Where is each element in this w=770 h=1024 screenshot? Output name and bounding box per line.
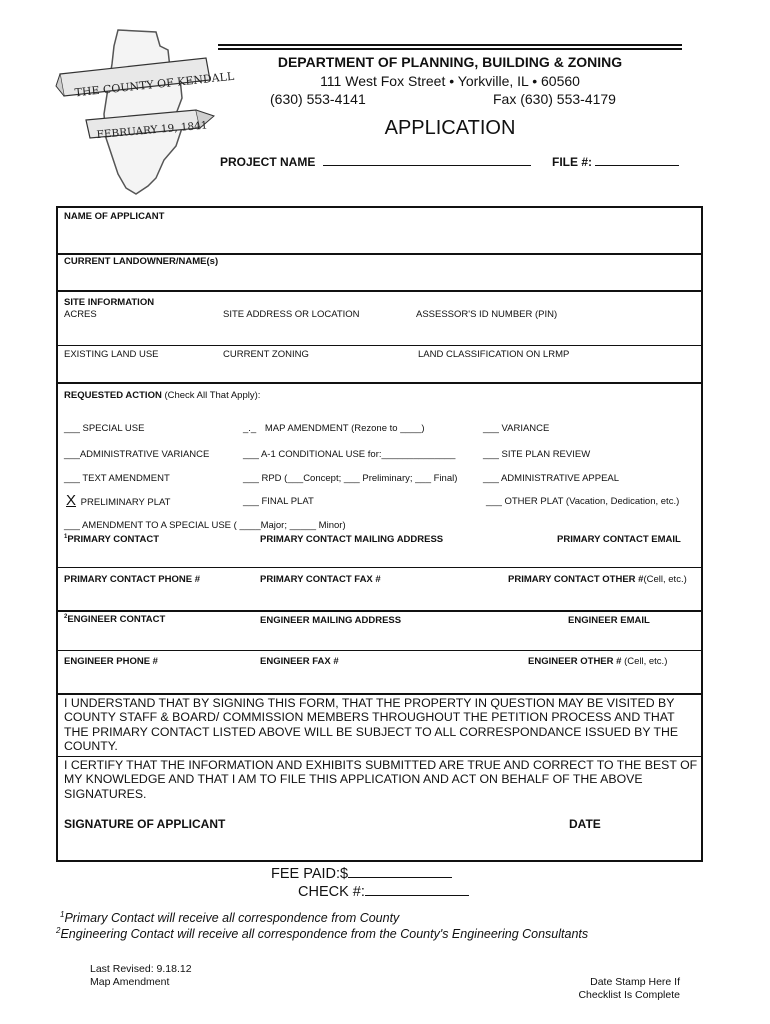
primary-contact-other-note: (Cell, etc.) xyxy=(643,574,687,585)
primary-contact-footnote-mark: 1 xyxy=(64,534,68,540)
signature-of-applicant-label: SIGNATURE OF APPLICANT xyxy=(64,817,226,831)
divider xyxy=(58,567,701,568)
primary-contact-phone-label: PRIMARY CONTACT PHONE # xyxy=(64,574,201,585)
file-number-label: FILE #: xyxy=(552,155,593,169)
engineer-other-text: ENGINEER OTHER # xyxy=(528,656,622,667)
divider xyxy=(58,756,701,757)
department-phone: (630) 553-4141 xyxy=(270,91,366,107)
current-landowner-label: CURRENT LANDOWNER/NAME(s) xyxy=(64,256,219,267)
footnote-engineering-contact xyxy=(56,926,588,941)
county-seal-logo xyxy=(56,28,235,196)
map-amendment-option[interactable] xyxy=(243,423,425,434)
fee-paid-line xyxy=(348,864,452,878)
primary-contact-mailing-label: PRIMARY CONTACT MAILING ADDRESS xyxy=(260,534,444,545)
fee-paid-field[interactable] xyxy=(271,864,452,882)
requested-action-label: REQUESTED ACTION xyxy=(64,390,162,401)
a1-conditional-use-option[interactable]: ___ A-1 CONDITIONAL USE for:______________ xyxy=(243,449,456,460)
primary-contact-fax-label: PRIMARY CONTACT FAX # xyxy=(260,574,381,585)
name-of-applicant-label: NAME OF APPLICANT xyxy=(64,211,165,222)
map-amendment-mark: _._ xyxy=(243,423,257,434)
land-classification-label: LAND CLASSIFICATION ON LRMP xyxy=(418,349,570,360)
engineer-phone-label: ENGINEER PHONE # xyxy=(64,656,158,667)
engineer-other-note: (Cell, etc.) xyxy=(624,656,668,667)
check-number-label: CHECK #: xyxy=(298,884,365,900)
project-name-line xyxy=(323,155,531,166)
site-address-label: SITE ADDRESS OR LOCATION xyxy=(223,309,360,320)
current-zoning-label: CURRENT ZONING xyxy=(223,349,309,360)
application-form xyxy=(56,206,703,862)
preliminary-plat-label: PRELIMINARY PLAT xyxy=(80,497,171,508)
footnote-1-text: Primary Contact will receive all correspondence from County xyxy=(64,911,400,926)
footnote-primary-contact xyxy=(60,910,399,925)
department-address: 111 West Fox Street • Yorkville, IL • 60560 xyxy=(320,73,580,89)
footnote-2-mark: 2 xyxy=(56,926,61,935)
acres-label: ACRES xyxy=(64,309,97,320)
divider xyxy=(58,693,701,695)
svg-text:FEBRUARY 19, 1841: FEBRUARY 19, 1841 xyxy=(96,119,209,142)
fee-paid-label: FEE PAID:$ xyxy=(271,866,349,882)
site-information-label: SITE INFORMATION xyxy=(64,297,155,308)
engineer-other-label xyxy=(528,656,667,667)
form-type: Map Amendment xyxy=(90,976,170,988)
primary-contact-email-label: PRIMARY CONTACT EMAIL xyxy=(557,534,681,545)
primary-contact-text: PRIMARY CONTACT xyxy=(67,534,159,546)
requested-action-heading xyxy=(64,390,260,401)
divider xyxy=(58,382,701,384)
engineer-contact-footnote-mark: 2 xyxy=(64,614,68,620)
department-name: DEPARTMENT OF PLANNING, BUILDING & ZONING xyxy=(277,54,623,70)
primary-contact-other-text: PRIMARY CONTACT OTHER # xyxy=(508,574,644,585)
divider xyxy=(58,253,701,255)
engineer-email-label: ENGINEER EMAIL xyxy=(568,615,650,626)
footnote-1-mark: 1 xyxy=(60,910,65,919)
project-name-field[interactable] xyxy=(220,155,531,169)
map-amendment-label: MAP AMENDMENT (Rezone to ____) xyxy=(264,423,425,434)
header-rule-top-2 xyxy=(218,48,682,50)
final-plat-option[interactable]: ___ FINAL PLAT xyxy=(243,496,314,507)
date-label: DATE xyxy=(569,817,601,831)
last-revised: Last Revised: 9.18.12 xyxy=(90,963,192,975)
engineer-fax-label: ENGINEER FAX # xyxy=(260,656,339,667)
certify-statement: I CERTIFY THAT THE INFORMATION AND EXHIBITS SUBMITTED ARE TRUE AND CORRECT TO THE BEST OF MY KNOWLEDGE AND THAT I AM TO FILE THIS APPLICATION AND ACT ON BEHALF OF THE ABOVE SIGNATURES. xyxy=(64,758,698,801)
requested-action-note: (Check All That Apply): xyxy=(164,390,261,401)
department-fax: Fax (630) 553-4179 xyxy=(493,91,616,107)
preliminary-plat-checked-mark: X xyxy=(66,492,77,509)
file-number-line xyxy=(595,155,679,166)
date-stamp-note-line1: Date Stamp Here If xyxy=(590,976,680,988)
check-number-line xyxy=(365,882,469,896)
date-stamp-note-line2: Checklist Is Complete xyxy=(578,989,680,1001)
existing-land-use-label: EXISTING LAND USE xyxy=(64,349,159,360)
other-plat-option[interactable]: ___ OTHER PLAT (Vacation, Dedication, etc.) xyxy=(486,496,680,507)
engineer-contact-text: ENGINEER CONTACT xyxy=(67,614,166,626)
primary-contact-label xyxy=(64,534,159,545)
divider xyxy=(58,610,701,612)
project-name-label: PROJECT NAME xyxy=(220,155,316,169)
preliminary-plat-option[interactable] xyxy=(64,492,170,509)
understand-statement: I UNDERSTAND THAT BY SIGNING THIS FORM, THAT THE PROPERTY IN QUESTION MAY BE VISITED BY COUNTY STAFF & BOARD/ COMMISSION MEMBERS THROUGHOUT THE PETITION PROCESS AND THAT THE PRIMARY CONTACT LISTED ABOVE WILL BE SUBJECT TO ALL CORRESPONDANCE ISSUED BY THE COUNTY. xyxy=(64,696,679,753)
divider xyxy=(58,650,701,651)
page-title: APPLICATION xyxy=(384,117,516,139)
amendment-special-use-option[interactable]: ___ AMENDMENT TO A SPECIAL USE ( ____Major; _____ Minor) xyxy=(64,520,346,531)
engineer-contact-label xyxy=(64,614,165,625)
check-number-field[interactable] xyxy=(298,882,469,900)
rpd-option[interactable]: ___ RPD (___Concept; ___ Preliminary; ___ Final) xyxy=(243,473,458,484)
header-rule-top xyxy=(218,44,682,46)
divider xyxy=(58,345,701,346)
special-use-option[interactable]: ___ SPECIAL USE xyxy=(64,423,145,434)
assessor-id-label: ASSESSOR'S ID NUMBER (PIN) xyxy=(416,309,558,320)
administrative-appeal-option[interactable]: ___ ADMINISTRATIVE APPEAL xyxy=(483,473,620,484)
svg-text:THE COUNTY OF KENDALL: THE COUNTY OF KENDALL xyxy=(74,69,235,100)
file-number-field[interactable] xyxy=(552,155,679,169)
engineer-mailing-label: ENGINEER MAILING ADDRESS xyxy=(260,615,402,626)
text-amendment-option[interactable]: ___ TEXT AMENDMENT xyxy=(64,473,170,484)
site-plan-review-option[interactable]: ___ SITE PLAN REVIEW xyxy=(483,449,591,460)
divider xyxy=(58,290,701,292)
footnote-2-text: Engineering Contact will receive all correspondence from the County's Engineering Consultants xyxy=(60,927,589,942)
variance-option[interactable]: ___ VARIANCE xyxy=(483,423,550,434)
primary-contact-other-label xyxy=(508,574,687,585)
administrative-variance-option[interactable]: ___ADMINISTRATIVE VARIANCE xyxy=(64,449,210,460)
